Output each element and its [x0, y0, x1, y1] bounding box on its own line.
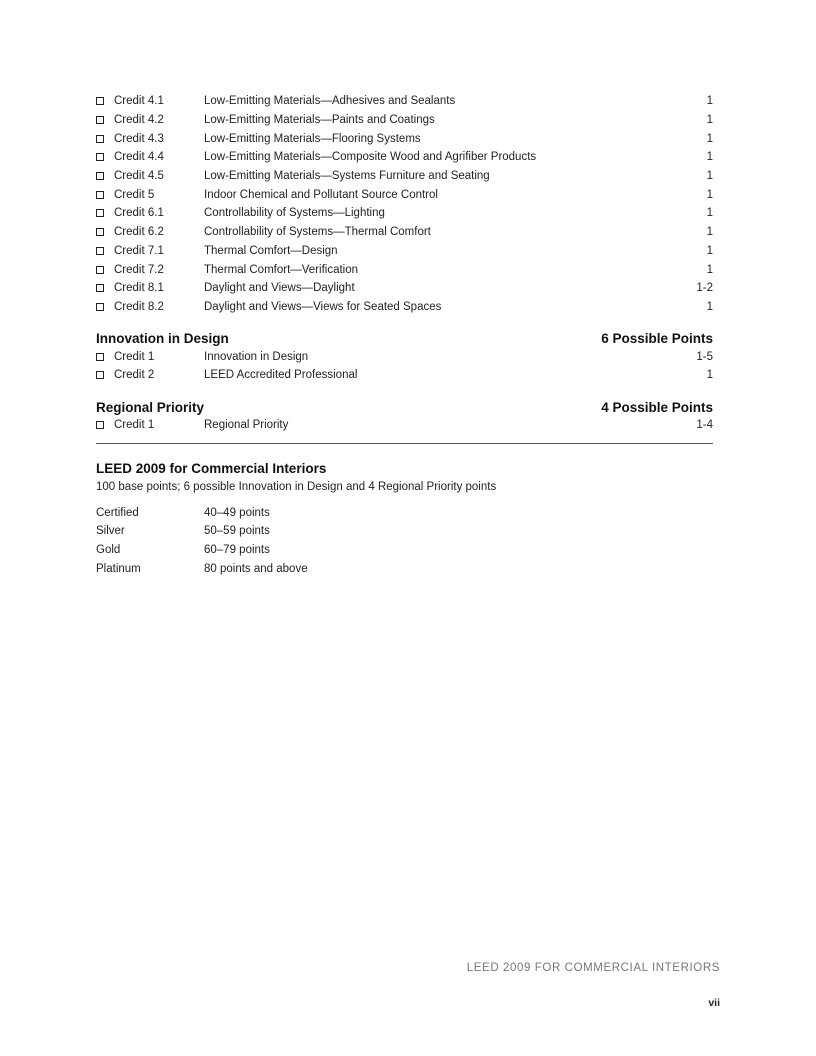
checkbox[interactable]	[96, 97, 104, 105]
level-range: 40–49 points	[204, 506, 270, 519]
level-row	[96, 541, 713, 560]
summary-subtitle: 100 base points; 6 possible Innovation in Design and 4 Regional Priority points	[96, 481, 497, 494]
credit-list-regional	[96, 416, 713, 435]
credit-points: 1	[706, 226, 713, 239]
credit-name: LEED Accredited Professional	[204, 369, 358, 382]
checkbox[interactable]	[96, 191, 104, 199]
credit-list-ieq	[96, 92, 713, 316]
checkbox[interactable]	[96, 116, 104, 124]
credit-row	[96, 129, 713, 148]
section-points: 6 Possible Points	[601, 331, 713, 347]
credit-id: Credit 1	[114, 418, 155, 431]
page-number: vii	[708, 997, 720, 1009]
level-name: Silver	[96, 525, 125, 538]
credit-row	[96, 185, 713, 204]
credit-id: Credit 7.2	[114, 263, 164, 276]
checkbox[interactable]	[96, 371, 104, 379]
credit-points: 1-4	[696, 418, 713, 431]
level-name: Platinum	[96, 562, 141, 575]
credit-row	[96, 204, 713, 223]
checkbox[interactable]	[96, 303, 104, 311]
credit-points: 1	[706, 95, 713, 108]
checkbox[interactable]	[96, 284, 104, 292]
certification-levels	[96, 503, 713, 578]
scorecard-content	[96, 92, 713, 578]
credit-row	[96, 260, 713, 279]
credit-name: Controllability of Systems—Lighting	[204, 207, 385, 220]
credit-row	[96, 366, 713, 385]
credit-points: 1	[706, 188, 713, 201]
credit-row	[96, 279, 713, 298]
credit-name: Controllability of Systems—Thermal Comfort	[204, 226, 431, 239]
innovation-section-header	[96, 328, 713, 346]
credit-points: 1	[706, 263, 713, 276]
credit-name: Innovation in Design	[204, 350, 309, 363]
level-range: 60–79 points	[204, 544, 270, 557]
credit-points: 1-2	[696, 282, 713, 295]
credit-id: Credit 4.4	[114, 151, 164, 164]
checkbox[interactable]	[96, 209, 104, 217]
level-row	[96, 522, 713, 541]
credit-row	[96, 298, 713, 317]
credit-row	[96, 347, 713, 366]
credit-points: 1	[706, 114, 713, 127]
credit-id: Credit 2	[114, 369, 155, 382]
credit-id: Credit 4.1	[114, 95, 164, 108]
credit-id: Credit 4.5	[114, 170, 164, 183]
credit-name: Low-Emitting Materials—Adhesives and Sealants	[204, 95, 456, 108]
section-title: Regional Priority	[96, 399, 205, 415]
credit-row	[96, 92, 713, 111]
level-name: Gold	[96, 544, 121, 557]
credit-id: Credit 1	[114, 350, 155, 363]
credit-name: Thermal Comfort—Design	[204, 244, 338, 257]
credit-id: Credit 6.1	[114, 207, 164, 220]
checkbox[interactable]	[96, 421, 104, 429]
credit-id: Credit 5	[114, 188, 155, 201]
credit-name: Thermal Comfort—Verification	[204, 263, 359, 276]
checkbox[interactable]	[96, 266, 104, 274]
credit-points: 1	[706, 151, 713, 164]
credit-points: 1	[706, 207, 713, 220]
level-range: 80 points and above	[204, 562, 308, 575]
credit-id: Credit 6.2	[114, 226, 164, 239]
credit-id: Credit 4.3	[114, 132, 164, 145]
credit-name: Low-Emitting Materials—Flooring Systems	[204, 132, 421, 145]
credit-id: Credit 4.2	[114, 114, 164, 127]
level-range: 50–59 points	[204, 525, 270, 538]
divider	[96, 443, 713, 444]
credit-id: Credit 7.1	[114, 244, 164, 257]
level-name: Certified	[96, 506, 139, 519]
section-points: 4 Possible Points	[601, 399, 713, 415]
level-row	[96, 503, 713, 522]
credit-points: 1	[706, 244, 713, 257]
credit-name: Low-Emitting Materials—Paints and Coatings	[204, 114, 435, 127]
credit-name: Indoor Chemical and Pollutant Source Control	[204, 188, 438, 201]
checkbox[interactable]	[96, 135, 104, 143]
credit-id: Credit 8.2	[114, 300, 164, 313]
credit-id: Credit 8.1	[114, 282, 164, 295]
credit-row	[96, 416, 713, 435]
checkbox[interactable]	[96, 153, 104, 161]
credit-list-innovation	[96, 347, 713, 384]
checkbox[interactable]	[96, 172, 104, 180]
level-row	[96, 559, 713, 578]
credit-row	[96, 223, 713, 242]
credit-points: 1	[706, 132, 713, 145]
credit-row	[96, 148, 713, 167]
credit-row	[96, 167, 713, 186]
credit-points: 1	[706, 369, 713, 382]
credit-points: 1-5	[696, 350, 713, 363]
credit-points: 1	[706, 170, 713, 183]
credit-name: Daylight and Views—Views for Seated Spaces	[204, 300, 442, 313]
credit-name: Daylight and Views—Daylight	[204, 282, 355, 295]
checkbox[interactable]	[96, 228, 104, 236]
checkbox[interactable]	[96, 353, 104, 361]
running-footer-title: LEED 2009 FOR COMMERCIAL INTERIORS	[466, 962, 720, 974]
credit-row	[96, 242, 713, 261]
credit-row	[96, 111, 713, 130]
regional-section-header	[96, 397, 713, 415]
checkbox[interactable]	[96, 247, 104, 255]
credit-name: Low-Emitting Materials—Composite Wood and Agrifiber Products	[204, 151, 537, 164]
credit-name: Regional Priority	[204, 418, 289, 431]
section-title: Innovation in Design	[96, 331, 229, 347]
summary-title: LEED 2009 for Commercial Interiors	[96, 461, 327, 477]
credit-name: Low-Emitting Materials—Systems Furniture and Seating	[204, 170, 490, 183]
credit-points: 1	[706, 300, 713, 313]
